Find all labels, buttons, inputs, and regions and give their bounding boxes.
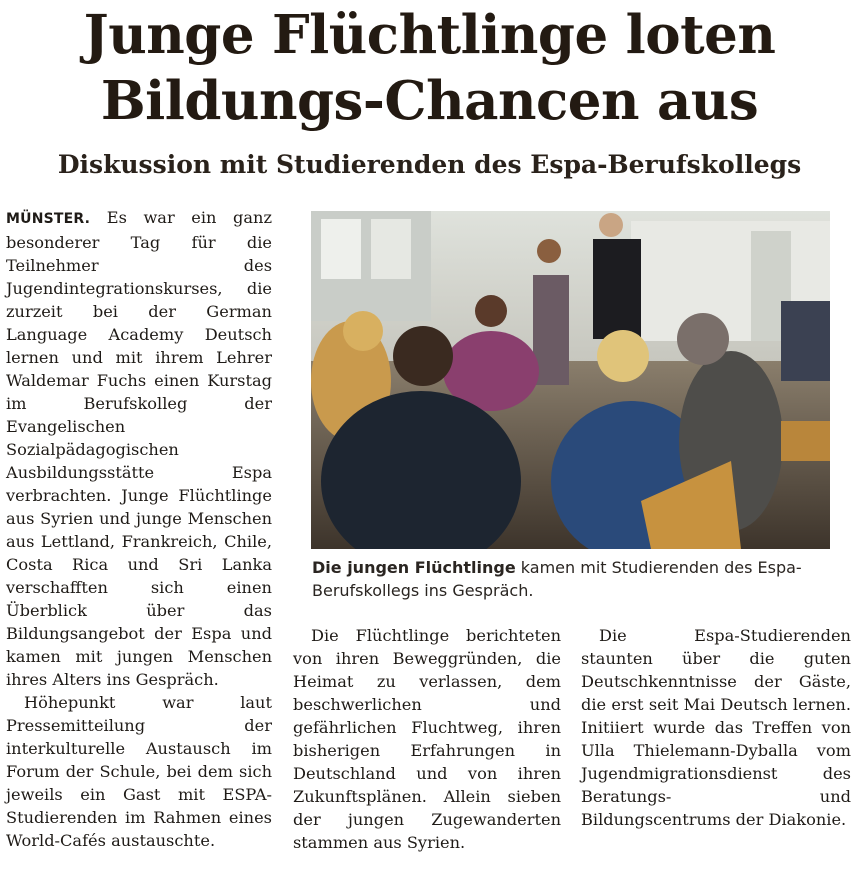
paragraph-1	[6, 206, 272, 691]
paragraph-2: Höhepunkt war laut Pressemitteilung der interkulturelle Austausch im Forum der Schule, bei dem sich jeweils ein Gast mit ESPA-Studierenden im Rahmen eines World-Cafés austauschte.	[6, 693, 272, 850]
photo-caption	[312, 556, 852, 602]
paragraph-4: Die Espa-Studierenden staunten über die guten Deutschkenntnisse der Gäste, die erst seit Mai Deutsch lernen. Initiiert wurde das Treffen von Ulla Thielemann-Dyballa vom Jugendmigrationsdienst des Beratungs- und Bildungscentrums der Diakonie.	[581, 626, 851, 829]
photo-caption-lead: Die jungen Flüchtlinge	[312, 558, 516, 577]
paragraph-1-text: Es war ein ganz besonderer Tag für die Teilnehmer des Jugendintegrationskurses, die zurzeit bei der German Language Academy Deutsch lernen und mit ihrem Lehrer Waldemar Fuchs einen Kurstag im Berufskolleg der Evangelischen Sozialpädagogischen Ausbildungsstätte Espa verbrachten. Junge Flüchtlinge aus Syrien und junge Menschen aus Lettland, Frankreich, Chile, Costa Rica und Sri Lanka verschafften sich einen Überblick über das Bildungsangebot der Espa und kamen mit jungen Menschen ihres Alters ins Gespräch.	[6, 208, 272, 689]
dateline: MÜNSTER.	[6, 211, 91, 227]
paragraph-3: Die Flüchtlinge berichteten von ihren Beweggründen, die Heimat zu verlassen, dem beschwerlichen und gefährlichen Fluchtweg, ihren bisherigen Erfahrungen in Deutschland und von ihren Zukunftsplänen. Allein sieben der jungen Zugewanderten stammen aus Syrien.	[293, 626, 561, 852]
article-headline	[0, 2, 859, 134]
article-column-3	[581, 624, 851, 831]
headline-line-2: Bildungs-Chancen aus	[100, 70, 759, 132]
article-column-1	[6, 206, 272, 852]
article-subheadline: Diskussion mit Studierenden des Espa-Berufskollegs	[57, 150, 802, 179]
article-photo	[311, 211, 830, 549]
photo-caption-text: kamen mit Studierenden des Espa-Berufskollegs ins Gespräch.	[312, 558, 802, 600]
headline-line-1: Junge Flüchtlinge loten	[83, 4, 776, 66]
article-column-2	[293, 624, 561, 854]
photo-illustration	[311, 211, 830, 549]
